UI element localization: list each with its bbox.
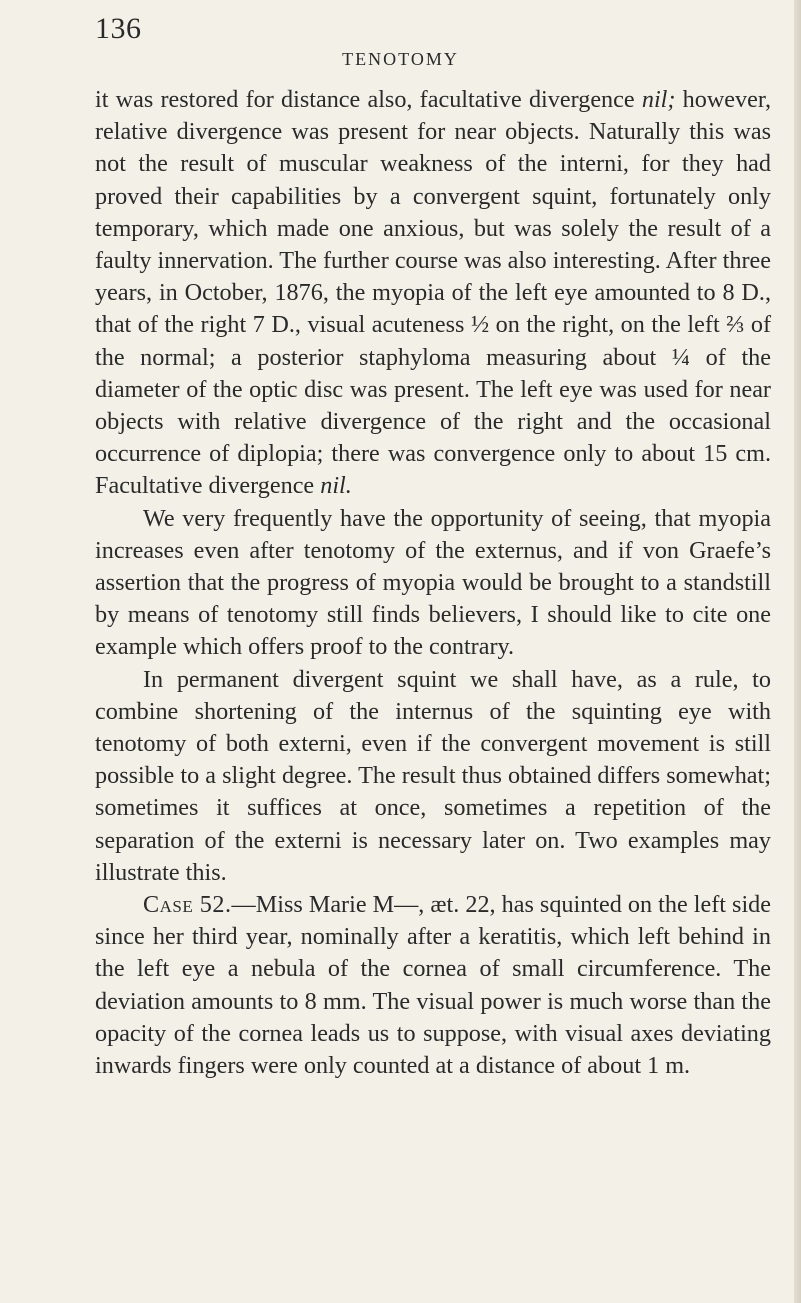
- text-segment: We very frequently have the opportunity of seeing, that myopia increases even after tenotomy of the externus, and if von Graefe’s assertion that the progress of myopia would be brought to a standstill by means of tenotomy still finds believers, I should like to cite one example which offers proof to the contrary.: [95, 504, 771, 661]
- text-segment: it was restored for distance also, facultative divergence: [95, 86, 642, 113]
- paragraph-1: [95, 84, 771, 503]
- page-number: 136: [95, 12, 142, 45]
- text-segment-italic: nil.: [320, 472, 352, 500]
- text-segment: —Miss Marie M—, æt. 22, has squinted on the left side since her third year, nominally after a keratitis, which left behind in the left eye a nebula of the cornea of small circumference. The deviation amounts to 8 mm. The visual power is much worse than the opacity of the cornea leads us to suppose, with visual axes deviating inwards fingers were only counted at a distance of about 1 m.: [95, 891, 772, 1080]
- case-label: Case 52.: [143, 891, 232, 919]
- running-head: TENOTOMY: [342, 49, 459, 69]
- body-text: [95, 84, 771, 1082]
- text-segment-italic: nil;: [641, 86, 676, 113]
- text-segment: In permanent divergent squint we shall have, as a rule, to combine shortening of the internus of the squinting eye with tenotomy of both externi, even if the convergent movement is still possible to a slight degree. The result thus obtained differs somewhat; sometimes it suffices at once, sometimes a repetition of the separation of the externi is necessary later on. Two examples may illustrate this.: [95, 665, 771, 886]
- paragraph-3: [95, 664, 771, 889]
- paragraph-2: [95, 503, 771, 664]
- page-edge-shadow: [794, 0, 801, 1303]
- text-segment: however, relative divergence was present for near objects. Naturally this was not the result of muscular weakness of the interni, for they had proved their capabilities by a convergent squint, fortunately only temporary, which made one anxious, but was solely the result of a faulty innervation. The further course was also interesting. After three years, in October, 1876, the myopia of the left eye amounted to 8 D., that of the right 7 D., visual acuteness ½ on the right, on the left ⅔ of the normal; a posterior staphyloma measuring about ¼ of the diameter of the optic disc was present. The left eye was used for near objects with relative divergence of the right and the occasional occurrence of diplopia; there was convergence only to about 15 cm. Facultative divergence: [95, 86, 772, 500]
- paragraph-4: [95, 889, 771, 1082]
